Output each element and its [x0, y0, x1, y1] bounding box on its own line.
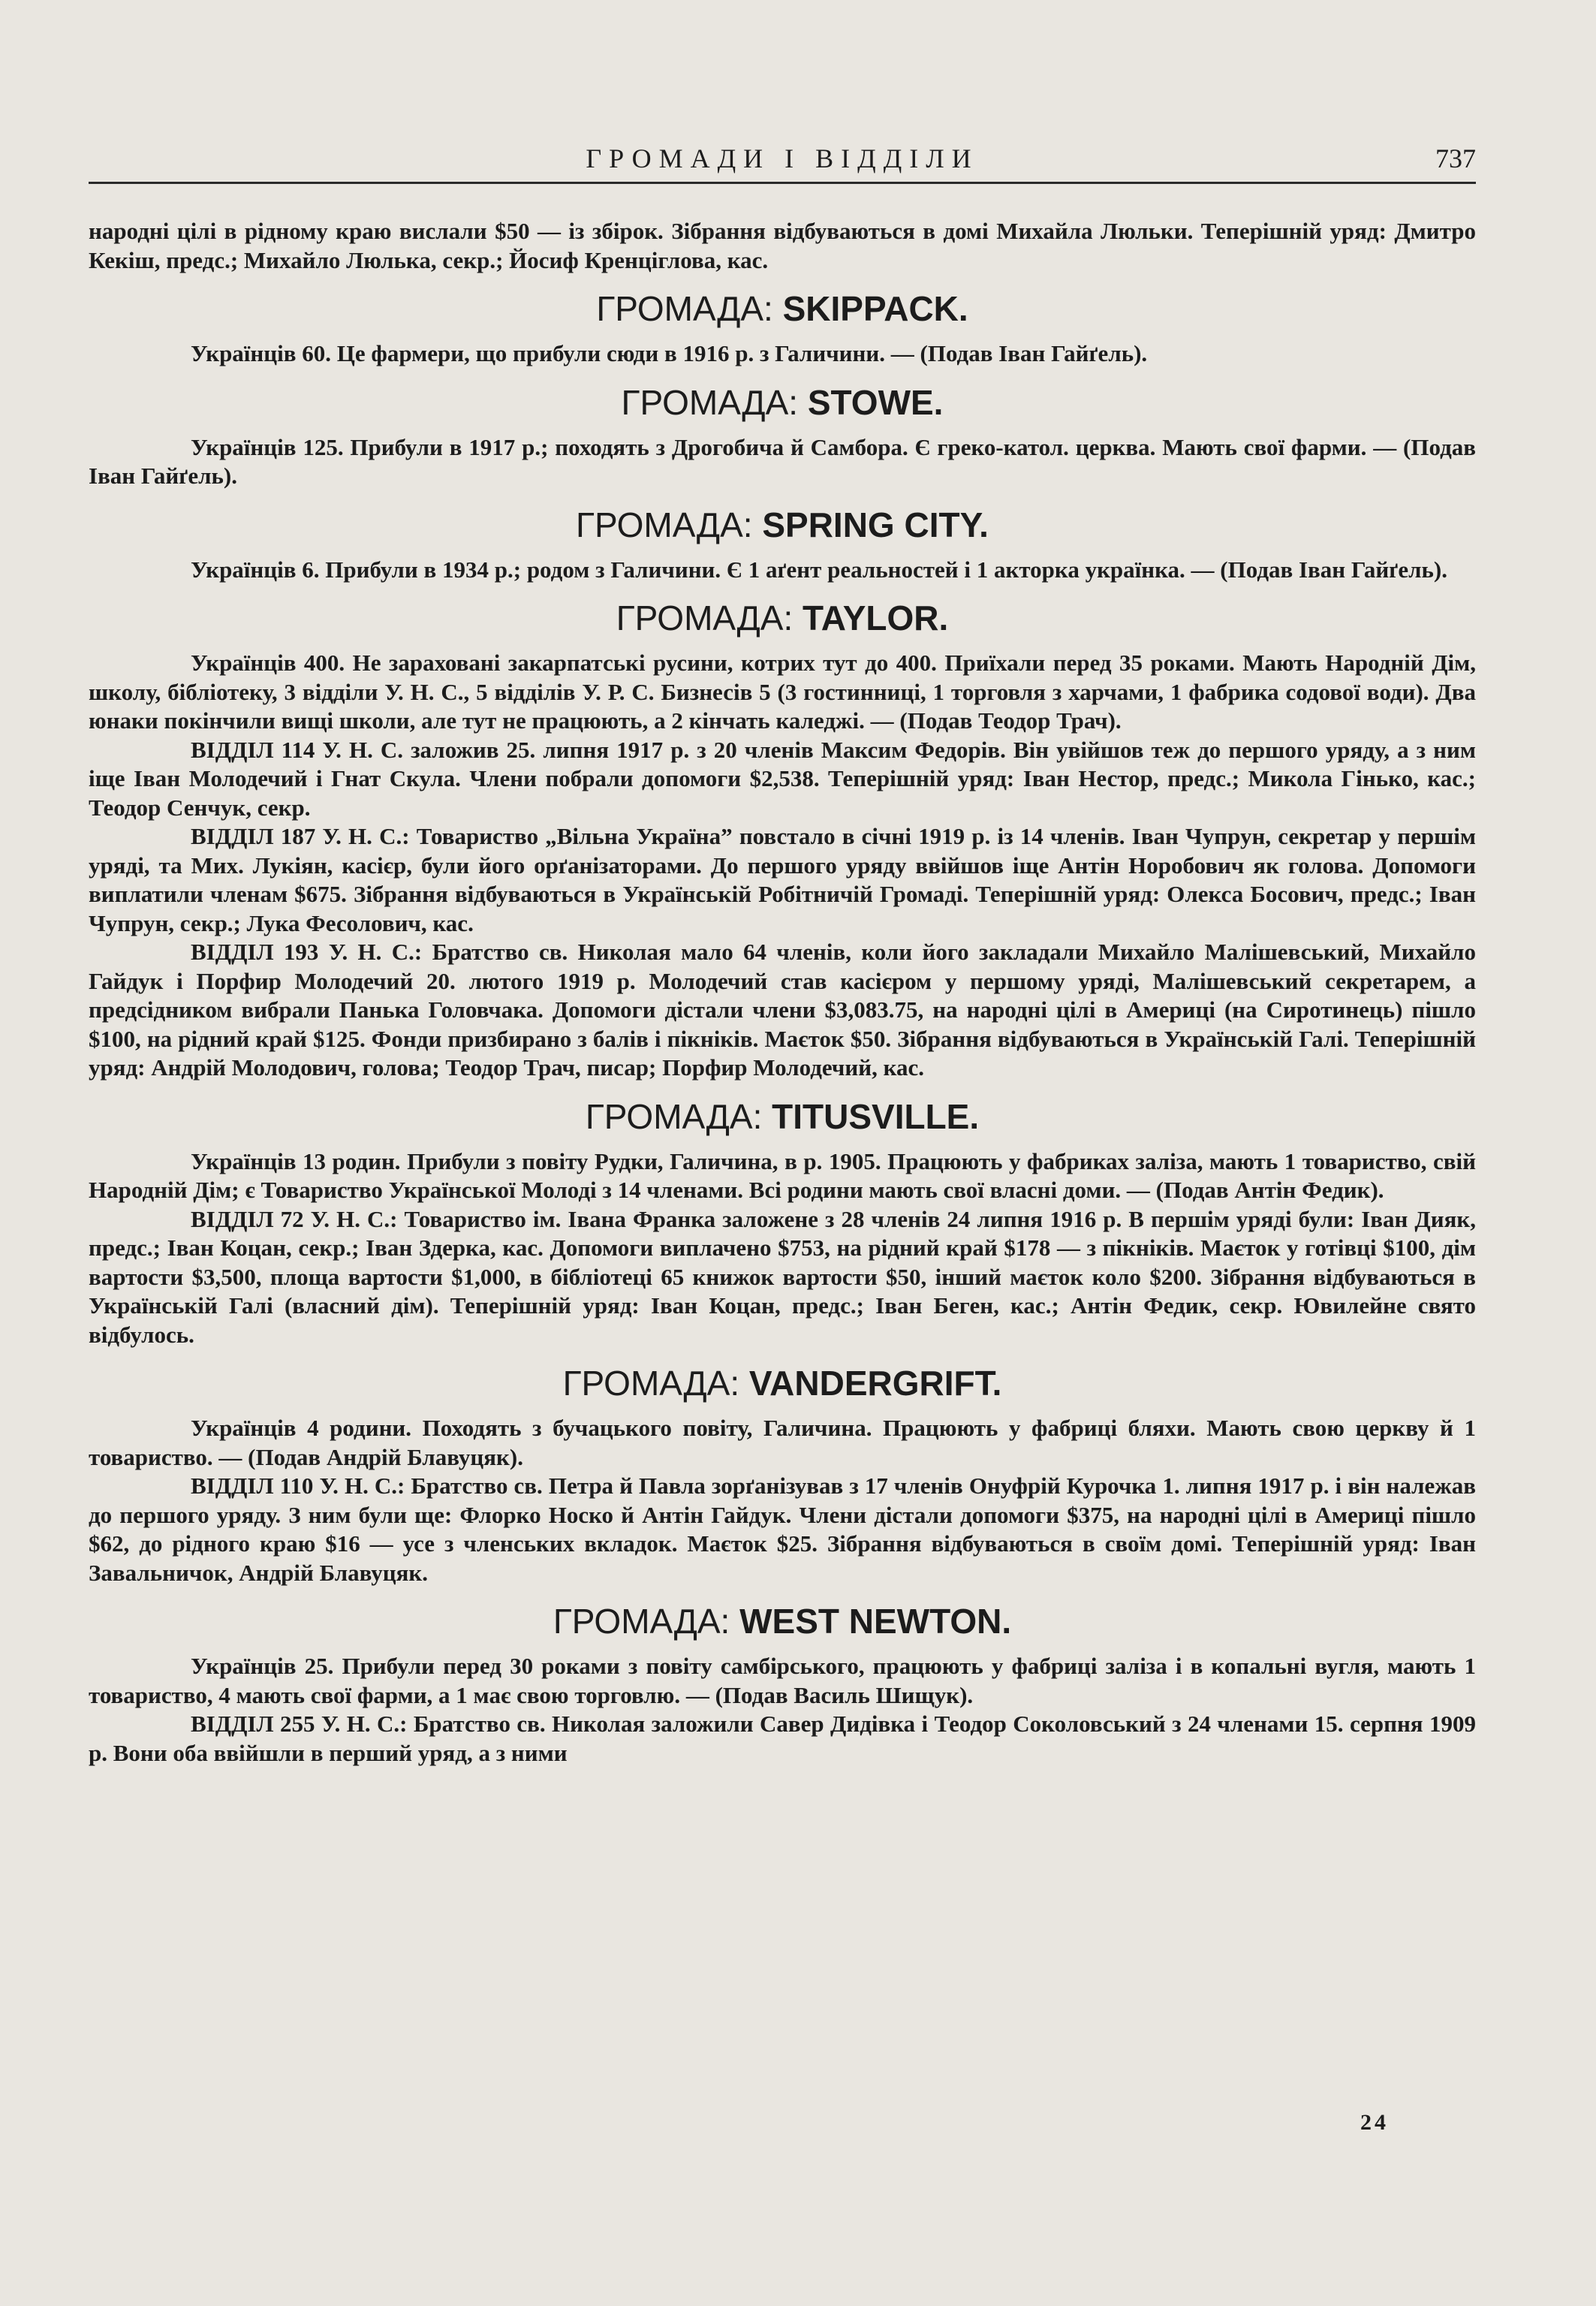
section-place: VANDERGRIFT.	[748, 1364, 1002, 1403]
section-title	[89, 1363, 1476, 1403]
branch-paragraph: ВІДДІЛ 110 У. Н. С.: Братство св. Петра й Павла зорґанізував з 17 членів Онуфрій Курочка 1. липня 1917 р. і він належав до першого уряду. З ним були ще: Флорко Носко й Антін Гайдук. Члени дістали допомоги $375, на народні цілі в Америці пішло $62, до рідного краю $16 — усе з членських вкладок. Маєток $25. Зібрання відбуваються в своїм домі. Теперішній уряд: Іван Завальничок, Андрій Блавуцяк.	[89, 1473, 1476, 1586]
section-title	[89, 382, 1476, 423]
section-label: ГРОМАДА:	[616, 598, 793, 638]
section-title	[89, 598, 1476, 638]
section-label: ГРОМАДА:	[553, 1602, 730, 1641]
section-label: ГРОМАДА:	[621, 382, 799, 422]
section-place: TAYLOR.	[803, 598, 949, 638]
section-label: ГРОМАДА:	[585, 1096, 763, 1136]
branch-paragraph: ВІДДІЛ 193 У. Н. С.: Братство св. Николая мало 64 членів, коли його закладали Михайло Малішевський, Михайло Гайдук і Порфир Молодечий 20. лютого 1919 р. Молодечий став касієром у першому уряді, Малішевський секретарем, а предсідником вибрали Панька Головчака. Допомоги дістали члени $3,083.75, на народні цілі в Америці (на Сиротинець) пішло $100, на рідний край $125. Фонди призбирано з балів і пікніків. Маєток $50. Зібрання відбуваються в Українській Галі. Теперішній уряд: Андрій Молодович, голова; Теодор Трач, писар; Порфир Молодечий, кас.	[89, 939, 1476, 1081]
printer-signature: 24	[1360, 2110, 1389, 2135]
branch-paragraph: ВІДДІЛ 72 У. Н. С.: Товариство ім. Івана Франка заложене з 28 членів 24 липня 1916 р. В першім уряді були: Іван Дияк, предс.; Іван Коцан, секр.; Іван Здерка, кас. Допомоги виплачено $753, на рідний край $178 — з пікніків. Маєток у готівці $100, дім вартости $3,500, площа вартости $1,000, в бібліотеці 65 книжок вартости $50, інший маєток коло $200. Зібрання відбуваються в Українській Галі (власний дім). Теперішній уряд: Іван Коцан, предс.; Іван Беген, кас.; Антін Федик, секр. Ювилейне свято відбулось.	[89, 1205, 1476, 1348]
section-place: STOWE.	[807, 382, 944, 422]
community-paragraph: Українців 125. Прибули в 1917 р.; походять з Дрогобича й Самбора. Є греко-катол. церква. Мають свої фарми. — (Подав Іван Гайґель).	[89, 433, 1476, 489]
community-paragraph: Українців 60. Це фармери, що прибули сюди в 1916 р. з Галичини. — (Подав Іван Гайґель).	[191, 340, 1148, 366]
section-label: ГРОМАДА:	[596, 289, 773, 328]
section-place: TITUSVILLE.	[772, 1096, 980, 1136]
section-place: SPRING CITY.	[762, 505, 989, 544]
page-number: 737	[1435, 143, 1476, 173]
sections-container	[89, 288, 1476, 1768]
section-title	[89, 288, 1476, 329]
intro-paragraph: народні цілі в рідному краю вислали $50 — із збірок. Зібрання відбуваються в домі Михайла Люльки. Теперішній уряд: Дмитро Кекіш, предс.; Михайло Люлька, секр.; Йосиф Кренціглова, кас.	[89, 218, 1476, 273]
section-place: SKIPPACK.	[782, 289, 968, 328]
section-title	[89, 505, 1476, 545]
running-header	[89, 143, 1476, 184]
section-label: ГРОМАДА:	[576, 505, 753, 544]
community-paragraph: Українців 4 родини. Походять з бучацького повіту, Галичина. Працюють у фабриці бляхи. Мають свою церкву й 1 товариство. — (Подав Андрій Блавуцяк).	[89, 1415, 1476, 1470]
community-paragraph: Українців 25. Прибули перед 30 роками з повіту самбірського, працюють у фабриці заліза і в копальні вугля, мають 1 товариство, 4 мають свої фарми, а 1 має свою торговлю. — (Подав Василь Шищук).	[89, 1653, 1476, 1708]
branch-paragraph: ВІДДІЛ 114 У. Н. С. заложив 25. липня 1917 р. з 20 членів Максим Федорів. Він увійшов теж до першого уряду, а з ним іще Іван Молодечий і Гнат Скула. Члени побрали допомоги $2,538. Теперішній уряд: Іван Нестор, предс.; Микола Гінько, кас.; Теодор Сенчук, секр.	[89, 736, 1476, 821]
section-title	[89, 1601, 1476, 1641]
community-paragraph: Українців 13 родин. Прибули з повіту Рудки, Галичина, в р. 1905. Працюють у фабриках заліза, мають 1 товариство, свій Народній Дім; є Товариство Української Молоді з 14 членами. Всі родини мають свої власні доми. — (Подав Антін Федик).	[89, 1147, 1476, 1203]
community-paragraph: Українців 6. Прибули в 1934 р.; родом з Галичини. Є 1 аґент реальностей і 1 акторка українка. — (Подав Іван Гайґель).	[191, 556, 1447, 583]
section-title	[89, 1096, 1476, 1137]
section-label: ГРОМАДА:	[562, 1364, 740, 1403]
section-place: WEST NEWTON.	[739, 1602, 1012, 1641]
running-title: ГРОМАДИ І ВІДДІЛИ	[586, 143, 979, 173]
branch-paragraph: ВІДДІЛ 187 У. Н. С.: Товариство „Вільна Україна” повстало в січні 1919 р. із 14 членів. Іван Чупрун, секретар у першім уряді, та Мих. Лукіян, касієр, були його орґанізаторами. До першого уряду ввійшов іще Антін Норобович як голова. Допомоги виплатили членам $675. Зібрання відбуваються в Українській Робітничій Громаді. Теперішній уряд: Олекса Босович, предс.; Іван Чупрун, секр.; Лука Фесолович, кас.	[89, 823, 1476, 936]
branch-paragraph: ВІДДІЛ 255 У. Н. С.: Братство св. Николая заложили Савер Дидівка і Теодор Соколовський з 24 членами 15. серпня 1909 р. Вони оба ввійшли в перший уряд, а з ними	[89, 1711, 1476, 1766]
community-paragraph: Українців 400. Не зараховані закарпатські русини, котрих тут до 400. Приїхали перед 35 роками. Мають Народній Дім, школу, бібліотеку, 3 відділи У. Н. С., 5 відділів У. Р. С. Бизнесів 5 (3 гостинниці, 1 торговля з харчами, 1 фабрика содової води). Два юнаки покінчили вищі школи, але тут не працюють, а 2 кінчать каледжі. — (Подав Теодор Трач).	[89, 650, 1476, 734]
